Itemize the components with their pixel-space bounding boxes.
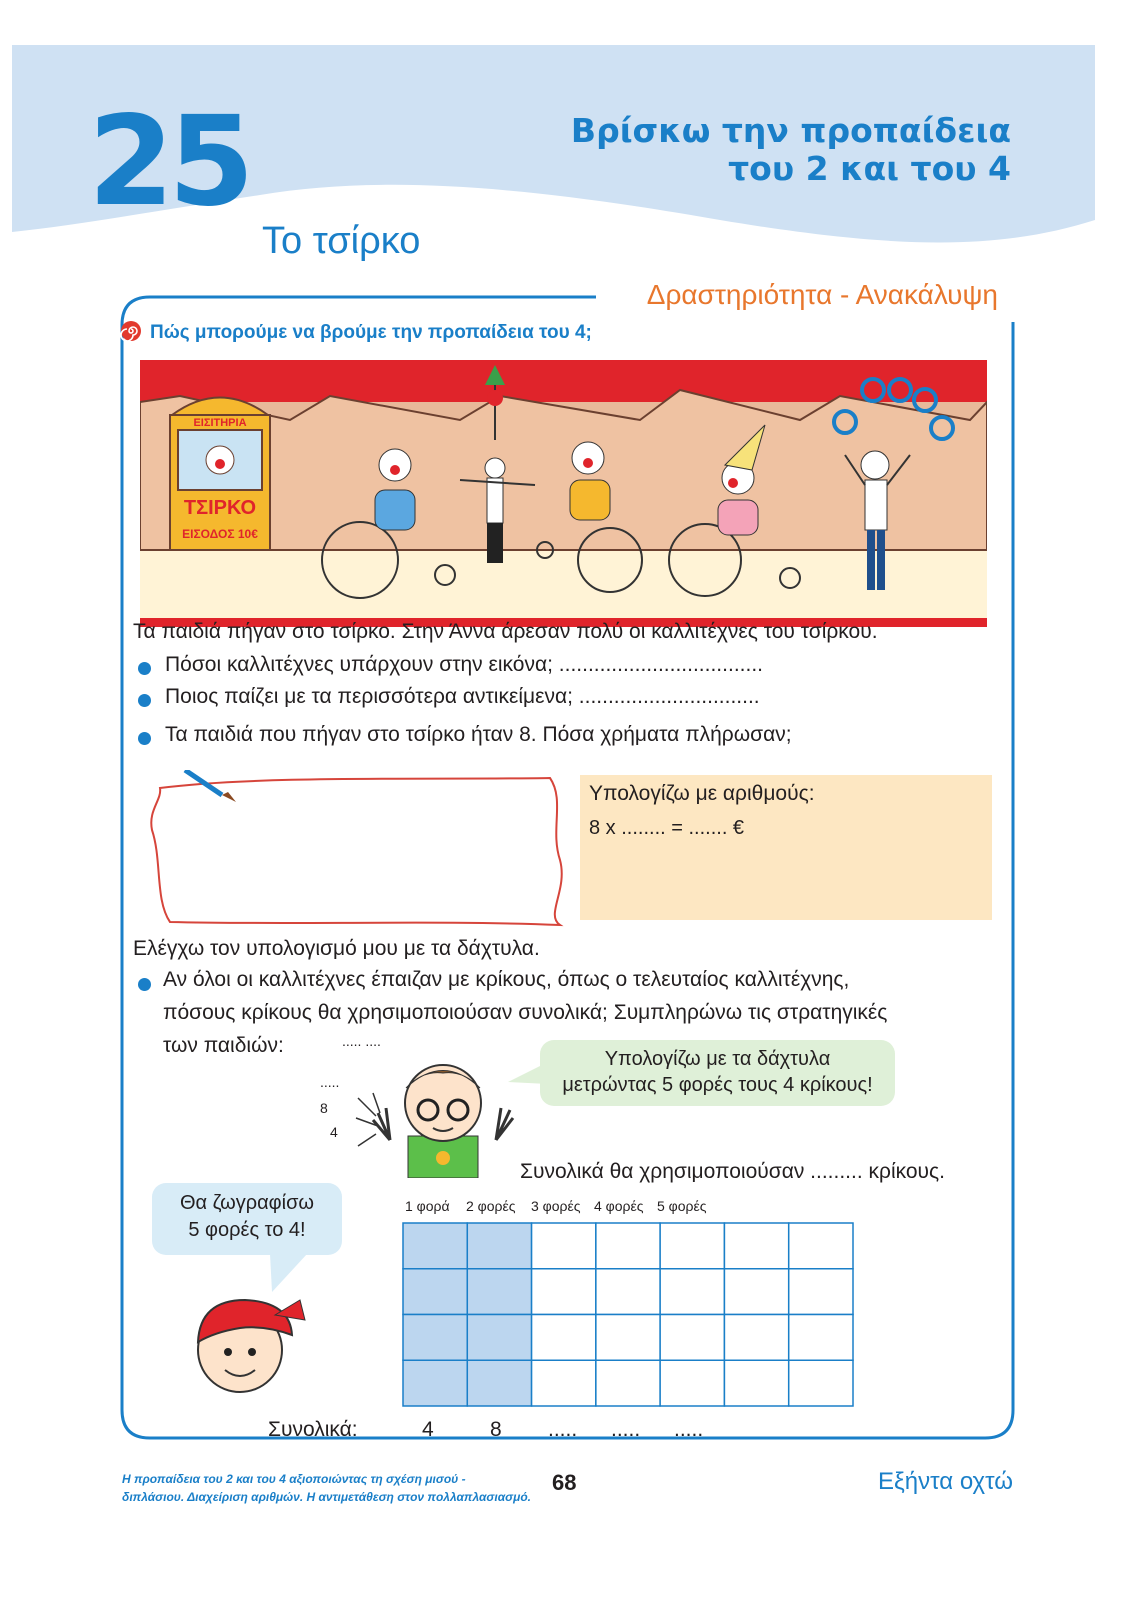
circus-illustration (140, 360, 987, 627)
grid-cell[interactable] (403, 1315, 467, 1361)
spiral-icon (120, 320, 142, 342)
total-value-2: 8 (490, 1418, 502, 1441)
calculation-title: Υπολογίζω με αριθμούς: (589, 782, 815, 805)
intro-text: Τα παιδιά πήγαν στο τσίρκο. Στην Άννα άρεσαν πολύ οι καλλιτέχνες του τσίρκου. (133, 620, 878, 643)
rings-question-line-3: των παιδιών: (163, 1034, 284, 1057)
grid-cell[interactable] (596, 1360, 660, 1406)
bullet-2: Ποιος παίζει με τα περισσότερα αντικείμενα; ............................... (165, 685, 760, 708)
grid-cell[interactable] (467, 1223, 531, 1269)
bullet-dot (138, 978, 151, 991)
grid-cell[interactable] (724, 1315, 788, 1361)
total-value-4[interactable]: ..... (611, 1418, 641, 1441)
calculation-formula[interactable]: 8 x ........ = ....... € (589, 817, 745, 839)
grid-cell[interactable] (403, 1360, 467, 1406)
bullet-dot (138, 694, 151, 707)
grid-cell[interactable] (789, 1360, 853, 1406)
finger-label-4: 4 (330, 1124, 338, 1140)
question-text: Πώς μπορούμε να βρούμε την προπαίδεια του 4; (150, 322, 592, 343)
grid-cell[interactable] (596, 1315, 660, 1361)
grid-cell[interactable] (596, 1269, 660, 1315)
ticket-booth (170, 398, 270, 551)
grid-cell[interactable] (724, 1223, 788, 1269)
footer-note (122, 1470, 542, 1506)
finger-label-8: 8 (320, 1100, 328, 1116)
fingers-bubble-line-2: μετρώντας 5 φορές τους 4 κρίκους! (562, 1074, 873, 1096)
grid-header-5: 5 φορές (657, 1198, 707, 1214)
grid-cell[interactable] (403, 1223, 467, 1269)
grid-cell[interactable] (403, 1269, 467, 1315)
bullet-1: Πόσοι καλλιτέχνες υπάρχουν στην εικόνα; ................................... (165, 653, 763, 676)
lesson-subtitle: Το τσίρκο (262, 220, 421, 262)
grid-cell[interactable] (532, 1269, 596, 1315)
total-value-1: 4 (422, 1418, 434, 1441)
drawing-area[interactable] (140, 770, 580, 930)
grid-cell[interactable] (596, 1223, 660, 1269)
grid-cell[interactable] (660, 1223, 724, 1269)
boy-counting-fingers (318, 1048, 540, 1178)
grid-cell[interactable] (724, 1360, 788, 1406)
total-sentence: Συνολικά θα χρησιμοποιούσαν ......... κρίκους. (520, 1160, 945, 1183)
rings-question-line-2: πόσους κρίκους θα χρησιμοποιούσαν συνολικά; Συμπληρώνω τις στρατηγικές (163, 1001, 888, 1024)
footer-note-line-1: Η προπαίδεια του 2 και του 4 αξιοποιώντας τη σχέση μισού - (122, 1472, 466, 1486)
title-line-2: του 2 και του 4 (728, 149, 1011, 188)
page-number: 68 (552, 1470, 577, 1495)
grid-cell[interactable] (467, 1269, 531, 1315)
grid-cell[interactable] (660, 1315, 724, 1361)
draw-bubble-line-1: Θα ζωγραφίσω (179, 1192, 315, 1214)
grid-header-1: 1 φορά (405, 1198, 450, 1214)
bullet-dot (138, 732, 151, 745)
total-value-3[interactable]: ..... (548, 1418, 578, 1441)
drawing-grid[interactable] (402, 1222, 854, 1407)
grid-cell[interactable] (532, 1315, 596, 1361)
rings-question-line-1: Αν όλοι οι καλλιτέχνες έπαιζαν με κρίκους, όπως ο τελευταίος καλλιτέχνης, (163, 968, 850, 991)
booth-title-text: ΤΣΙΡΚΟ (183, 497, 257, 519)
grid-cell[interactable] (724, 1269, 788, 1315)
booth-top-text: ΕΙΣΙΤΗΡΙΑ (193, 417, 247, 429)
grid-cell[interactable] (532, 1223, 596, 1269)
grid-cell[interactable] (660, 1269, 724, 1315)
grid-cell[interactable] (467, 1315, 531, 1361)
grid-cell[interactable] (789, 1269, 853, 1315)
lesson-number: 25 (88, 90, 249, 234)
section-label: Δραστηριότητα - Ανακάλυψη (646, 279, 998, 310)
check-text: Ελέγχω τον υπολογισμό μου με τα δάχτυλα. (133, 937, 540, 960)
boy-with-cap (180, 1290, 310, 1400)
fingers-bubble-line-1: Υπολογίζω με τα δάχτυλα (604, 1048, 831, 1070)
grid-header-3: 3 φορές (531, 1198, 581, 1214)
footer-note-line-2: διπλάσιου. Διαχείριση αριθμών. Η αντιμετάθεση στον πολλαπλασιασμό. (122, 1490, 532, 1504)
bullet-dot (138, 662, 151, 675)
booth-price-text: ΕΙΣΟΔΟΣ 10€ (182, 527, 258, 541)
fingers-speech-bubble (540, 1040, 895, 1106)
paintbrush-icon (185, 770, 236, 802)
draw-bubble-line-2: 5 φορές το 4! (188, 1219, 306, 1241)
grid-header-2: 2 φορές (466, 1198, 516, 1214)
lesson-title (491, 112, 1011, 188)
draw-speech-bubble (152, 1183, 342, 1255)
grid-cell[interactable] (789, 1223, 853, 1269)
grid-cell[interactable] (660, 1360, 724, 1406)
bubble-tail (262, 1254, 312, 1294)
page-number-words: Εξήντα οχτώ (878, 1468, 1013, 1495)
grid-header-4: 4 φορές (594, 1198, 644, 1214)
bullet-3: Τα παιδιά που πήγαν στο τσίρκο ήταν 8. Πόσα χρήματα πλήρωσαν; (165, 723, 792, 746)
finger-dots-top: ..... .... (342, 1033, 381, 1049)
title-line-1: Βρίσκω την προπαίδεια (570, 111, 1011, 150)
grid-cell[interactable] (467, 1360, 531, 1406)
total-value-5[interactable]: ..... (674, 1418, 704, 1441)
grid-cell[interactable] (532, 1360, 596, 1406)
grid-cell[interactable] (789, 1315, 853, 1361)
totals-label: Συνολικά: (268, 1418, 358, 1441)
finger-dots-mid: ..... (320, 1074, 340, 1090)
